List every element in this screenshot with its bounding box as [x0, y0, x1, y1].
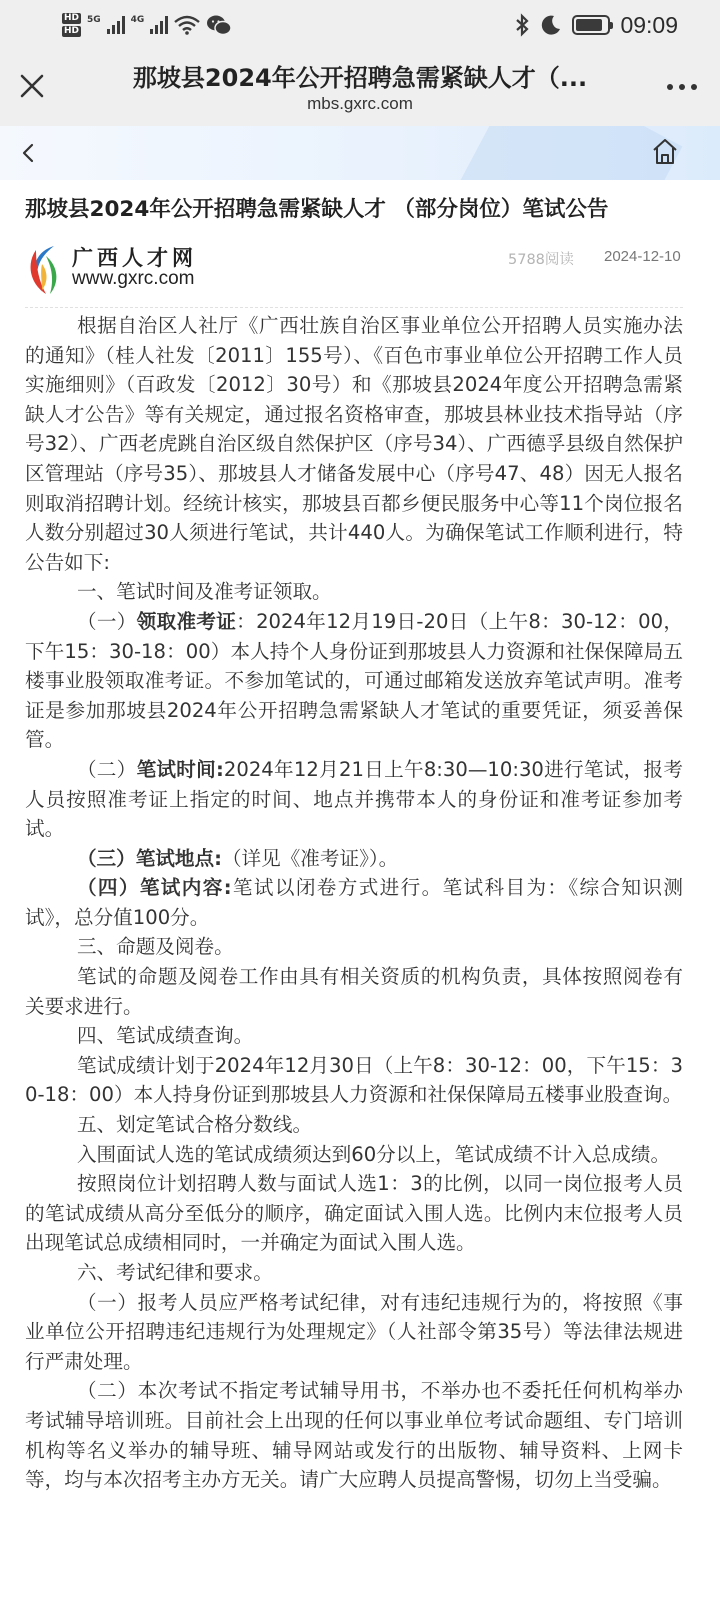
paragraph-section-6a: （一）报考人员应严格考试纪律，对有违纪违规行为的，将按照《事业单位公开招聘违纪违规行为处理规定》（人社部令第35号）等法律法规进行严肃处理。: [25, 1290, 683, 1373]
paragraph-s4: [25, 873, 683, 932]
more-icon: [662, 72, 702, 102]
close-button[interactable]: [14, 68, 50, 104]
page-url: mbs.gxrc.com: [307, 94, 413, 113]
battery-level: [576, 19, 602, 31]
paragraph-intro: 根据自治区人社厅《广西壮族自治区事业单位公开招聘人员实施办法的通知》（桂人社发〔2011〕155号）、《百色市事业单位公开招聘工作人员实施细则》（百政发〔2012〕30号）和《那坡县2024年度公开招聘急需紧缺人才公告》等有关规定，通过报名资格审查，那坡县林业技术指导站（序号32）、广西老虎跳自治区级自然保护区（序号34）、广西德孚县级自然保护区管理站（序号35）、那坡县人才储备发展中心（序号47、48）因无人报名则取消招聘计划。经统计核实，那坡县百都乡便民服务中心等11个岗位报名人数分别超过30人须进行笔试，共计440人。为确保笔试工作顺利进行，特公告如下:: [25, 314, 683, 574]
s1-prefix: （一）: [76, 609, 137, 633]
bluetooth-icon: [514, 13, 530, 37]
s1-label: 领取准考证: [136, 609, 237, 633]
close-icon: [14, 68, 50, 104]
web-header: [0, 126, 720, 180]
browser-title-bar: [0, 50, 720, 126]
heading-section-5: 五、划定笔试合格分数线。: [76, 1113, 313, 1137]
publish-date: 2024-12-10: [604, 248, 681, 265]
s2-label: 笔试时间:: [136, 757, 224, 781]
status-right: [514, 8, 678, 42]
heading-section-6: 六、考试纪律和要求。: [76, 1261, 273, 1284]
chevron-left-icon: [14, 138, 44, 168]
signal-icon-2: [150, 16, 168, 34]
clock: 09:09: [620, 11, 678, 38]
heading-section-1: 一、笔试时间及准考证领取。: [76, 580, 332, 604]
read-count: 5788阅读: [508, 252, 574, 268]
more-button[interactable]: [662, 72, 702, 102]
home-icon: [650, 136, 680, 168]
paragraph-section-5a: 入围面试人选的笔试成绩须达到60分以上，笔试成绩不计入总成绩。: [76, 1142, 671, 1166]
moon-icon: [540, 14, 562, 36]
status-bar: [0, 0, 720, 50]
site-logo[interactable]: [24, 242, 214, 296]
heading-section-3: 三、命题及阅卷。: [76, 935, 234, 959]
s4-label: （四）笔试内容:: [76, 876, 232, 900]
header-decoration: [458, 126, 683, 180]
s3-label: （三）笔试地点:: [76, 846, 222, 870]
paragraph-s2: [25, 755, 683, 844]
heading-section-4: 四、笔试成绩查询。: [76, 1024, 254, 1048]
paragraph-section-5b: 按照岗位计划招聘人数与面试人选1：3的比例，以同一岗位报考人员的笔试成绩从高分至低分的顺序，确定面试入围人选。比例内末位报考人员出现笔试总成绩相同时，一并确定为面试入围人选。: [25, 1172, 683, 1255]
article-title: 那坡县2024年公开招聘急需紧缺人才 （部分岗位）笔试公告: [25, 197, 609, 222]
paragraph-section-3: 笔试的命题及阅卷工作由具有相关资质的机构负责，具体按照阅卷有关要求进行。: [25, 965, 683, 1018]
home-button[interactable]: [650, 136, 680, 168]
paragraph-s3: [25, 844, 683, 874]
s1-text: ：2024年12月19日-20日（上午8：30-12：00，下午15：30-18：00）本人持个人身份证到那坡县人力资源和社保保障局五楼事业股领取准考证。不参加笔试的，可通过邮箱发送放弃笔试声明。准考证是参加那坡县2024年公开招聘急需紧缺人才笔试的重要凭证，须妥善保管。: [25, 609, 684, 752]
signal-icon: [107, 16, 125, 34]
article-body: [25, 311, 683, 1495]
s3-text: （详见《准考证》）。: [221, 846, 399, 870]
status-left: [62, 6, 232, 44]
logo-name: 广西人才网: [72, 245, 197, 270]
gxrc-logo-icon: [24, 242, 66, 296]
wifi-icon: [174, 15, 200, 35]
hd-indicators: [62, 13, 81, 37]
hd-badge-1: HD: [64, 13, 80, 23]
logo-url: www.gxrc.com: [72, 268, 195, 289]
divider: [25, 307, 683, 308]
hd-badge-2: HD: [64, 26, 80, 36]
s4-text: 笔试以闭卷方式进行。笔试科目为：《综合知识测试》，总分值100分。: [25, 876, 683, 929]
s2-prefix: （二）: [76, 757, 137, 781]
network-type-2: 4G: [130, 15, 145, 25]
wechat-icon: [206, 14, 232, 36]
battery-icon: [572, 15, 610, 35]
back-button[interactable]: [14, 138, 44, 168]
paragraph-section-6b: （二）本次考试不指定考试辅导用书，不举办也不委托任何机构举办考试辅导培训班。目前社会上出现的任何以事业单位考试命题组、专门培训机构等名义举办的辅导班、辅导网站或发行的出版物、辅导资料、上网卡等，均与本次招考主办方无关。请广大应聘人员提高警惕，切勿上当受骗。: [25, 1379, 683, 1492]
s2-text: 2024年12月21日上午8:30—10:30进行笔试，报考人员按照准考证上指定的时间、地点并携带本人的身份证和准考证参加考试。: [25, 757, 683, 841]
network-type-1: 5G: [87, 15, 101, 25]
paragraph-section-4: 笔试成绩计划于2024年12月30日（上午8：30-12：00，下午15：30-18：00）本人持身份证到那坡县人力资源和社保保障局五楼事业股查询。: [25, 1053, 683, 1107]
paragraph-s1: [25, 607, 683, 755]
page-title: 那坡县2024年公开招聘急需紧缺人才（...: [132, 64, 588, 92]
